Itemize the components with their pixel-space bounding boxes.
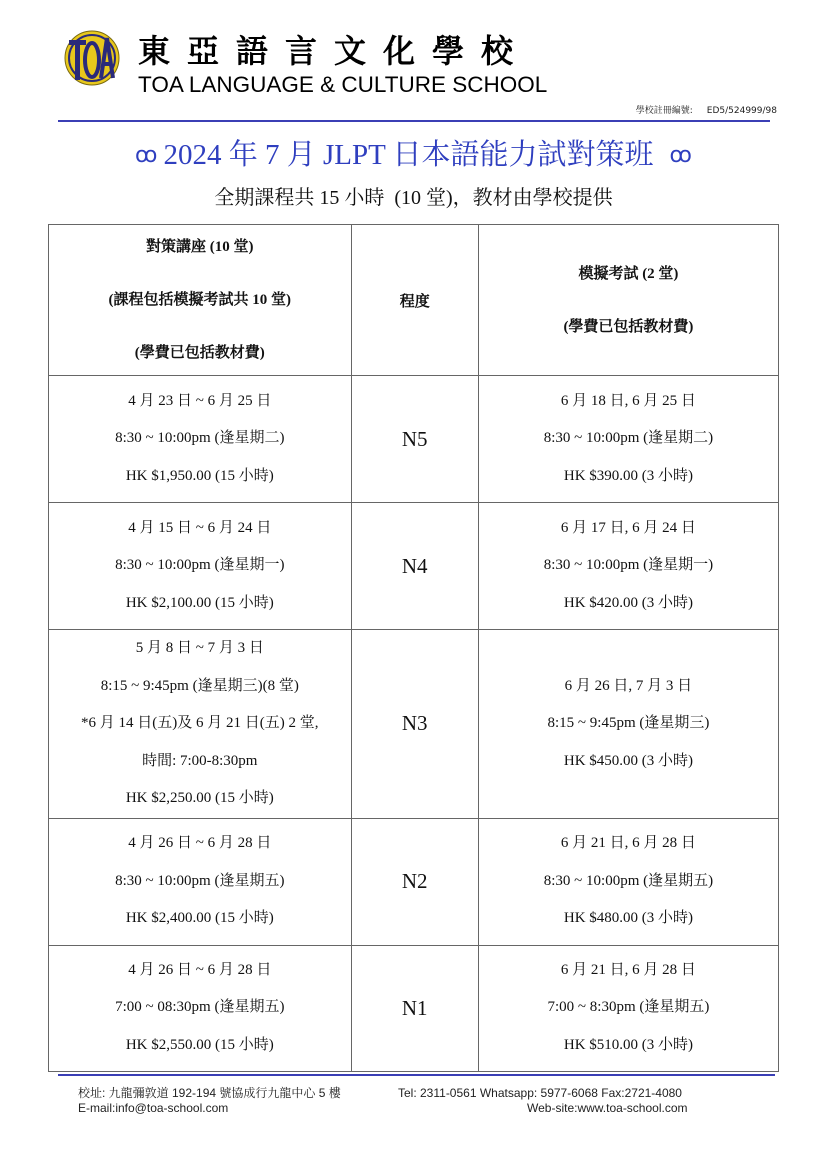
school-name-zh: 東亞語言文化學校	[138, 32, 531, 70]
mock-cell	[478, 818, 778, 945]
mock-dates: 6 月 26 日, 7 月 3 日	[564, 677, 693, 694]
school-name-en: TOA LANGUAGE & CULTURE SCHOOL	[138, 72, 548, 97]
mock-cell	[478, 945, 778, 1071]
table-row	[49, 376, 779, 503]
course-cell	[49, 818, 352, 945]
course-fee: HK $2,550.00 (15 小時)	[125, 1036, 274, 1053]
mock-fee: HK $390.00 (3 小時)	[563, 467, 694, 484]
registration-number: ED5/524999/98	[706, 106, 777, 116]
mock-dates: 6 月 17 日, 6 月 24 日	[560, 519, 696, 536]
header-course-line: 對策講座 (10 堂)	[146, 239, 254, 255]
course-note: *6 月 14 日(五)及 6 月 21 日(五) 2 堂,	[81, 715, 319, 731]
course-cell	[49, 376, 352, 503]
mock-fee: HK $510.00 (3 小時)	[563, 1036, 694, 1053]
course-time: 8:30 ~ 10:00pm (逢星期二)	[115, 430, 285, 447]
registration-label: 學校註冊編號:	[635, 106, 693, 116]
course-cell	[49, 503, 352, 630]
footer-address: 校址: 九龍彌敦道 192-194 號協成行九龍中心 5 樓	[78, 1086, 341, 1100]
footer-contact: Tel: 2311-0561 Whatsapp: 5977-6068 Fax:2721-4080	[398, 1086, 682, 1100]
footer-website[interactable]: Web-site:www.toa-school.com	[527, 1101, 688, 1115]
footer-email[interactable]: E-mail:info@toa-school.com	[78, 1101, 229, 1115]
header-course	[49, 225, 352, 376]
header-course-line: (課程包括模擬考試共 10 堂)	[108, 292, 292, 308]
schedule-table	[48, 224, 779, 1072]
mock-cell	[478, 376, 778, 503]
course-time: 8:30 ~ 10:00pm (逢星期五)	[115, 872, 285, 889]
header-level: 程度	[351, 225, 478, 376]
header-divider	[58, 120, 770, 122]
course-dates: 4 月 23 日 ~ 6 月 25 日	[128, 392, 272, 409]
header-mock-line: 模擬考試 (2 堂)	[578, 265, 679, 282]
level-cell: N3	[351, 630, 478, 819]
header-mock	[478, 225, 778, 376]
course-dates: 4 月 26 日 ~ 6 月 28 日	[128, 835, 272, 852]
course-cell	[49, 630, 352, 819]
course-dates: 4 月 26 日 ~ 6 月 28 日	[128, 961, 272, 978]
footer-divider	[58, 1074, 775, 1076]
mock-dates: 6 月 18 日, 6 月 25 日	[560, 392, 696, 409]
mock-dates: 6 月 21 日, 6 月 28 日	[560, 961, 696, 978]
course-fee: HK $1,950.00 (15 小時)	[125, 467, 274, 484]
school-logo	[64, 30, 120, 86]
table-row	[49, 945, 779, 1071]
course-time: 8:15 ~ 9:45pm (逢星期三)(8 堂)	[100, 677, 299, 694]
course-time: 8:30 ~ 10:00pm (逢星期一)	[115, 557, 285, 574]
table-row	[49, 503, 779, 630]
level-cell: N4	[351, 503, 478, 630]
course-fee: HK $2,100.00 (15 小時)	[125, 594, 274, 611]
level-cell: N2	[351, 818, 478, 945]
table-row	[49, 818, 779, 945]
table-header-row	[49, 225, 779, 376]
mock-time: 8:30 ~ 10:00pm (逢星期五)	[543, 872, 714, 889]
page-title	[0, 137, 827, 174]
level-cell: N1	[351, 945, 478, 1071]
course-fee: HK $2,400.00 (15 小時)	[125, 910, 274, 927]
course-time: 7:00 ~ 08:30pm (逢星期五)	[115, 999, 285, 1016]
registration-info	[636, 103, 777, 116]
mock-cell	[478, 630, 778, 819]
mock-time: 7:00 ~ 8:30pm (逢星期五)	[547, 999, 710, 1016]
course-note-time: 時間: 7:00-8:30pm	[142, 752, 258, 769]
mock-fee: HK $450.00 (3 小時)	[563, 752, 694, 769]
header-course-line: (學費已包括教材費)	[134, 345, 265, 361]
course-fee: HK $2,250.00 (15 小時)	[125, 790, 274, 806]
course-cell	[49, 945, 352, 1071]
header-mock-line: (學費已包括教材費)	[563, 318, 694, 335]
table-row	[49, 630, 779, 819]
mock-time: 8:30 ~ 10:00pm (逢星期一)	[543, 557, 714, 574]
mock-cell	[478, 503, 778, 630]
mock-fee: HK $420.00 (3 小時)	[563, 594, 694, 611]
mock-time: 8:30 ~ 10:00pm (逢星期二)	[543, 430, 714, 447]
title-text: 2024 年 7 月 JLPT 日本語能力試對策班	[163, 139, 654, 171]
course-dates: 5 月 8 日 ~ 7 月 3 日	[135, 640, 264, 656]
mock-time: 8:15 ~ 9:45pm (逢星期三)	[547, 715, 710, 731]
mock-dates: 6 月 21 日, 6 月 28 日	[560, 835, 696, 852]
level-cell: N5	[351, 376, 478, 503]
page-subtitle: 全期課程共 15 小時 (10 堂)，教材由學校提供	[214, 187, 613, 209]
left-ornament-icon: ꝏ	[135, 143, 158, 168]
mock-fee: HK $480.00 (3 小時)	[563, 910, 694, 927]
course-dates: 4 月 15 日 ~ 6 月 24 日	[128, 519, 272, 536]
right-ornament-icon: ꝏ	[669, 143, 692, 168]
